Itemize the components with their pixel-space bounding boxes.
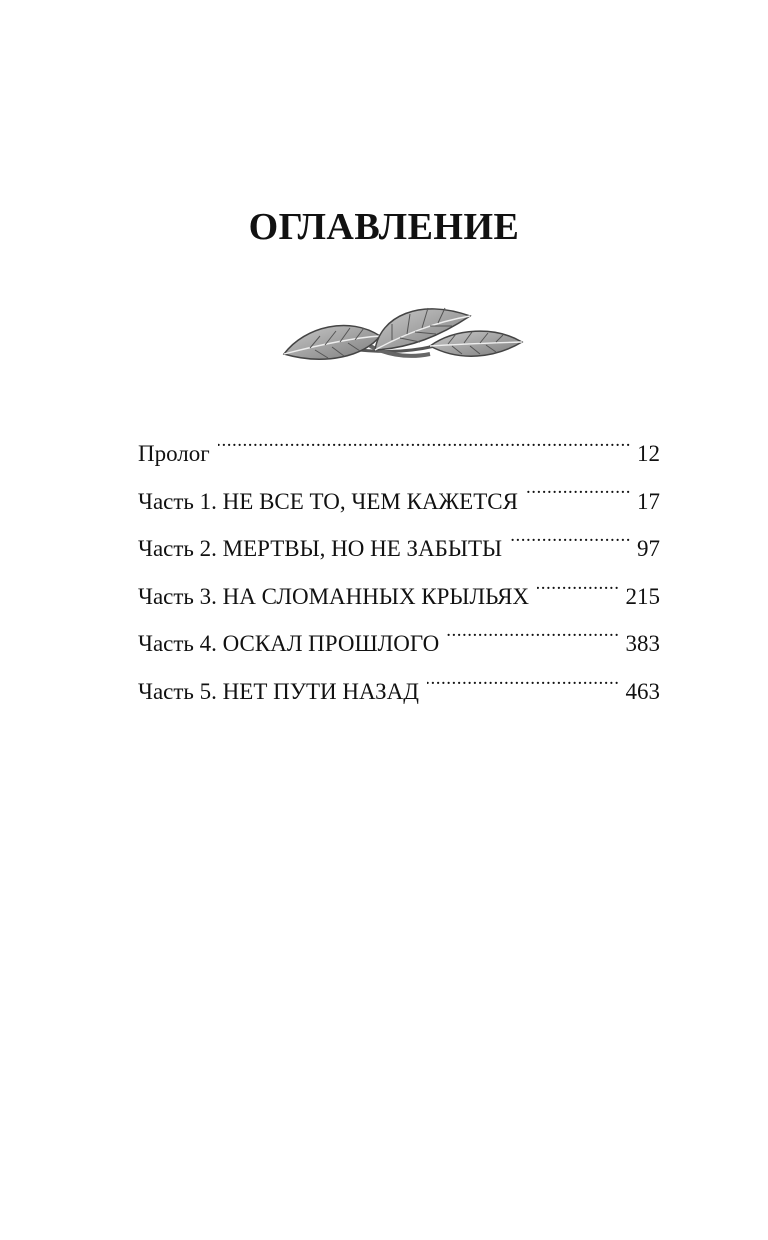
toc-entry-title: Часть 2. МЕРТВЫ, НО НЕ ЗАБЫТЫ bbox=[138, 536, 503, 562]
toc-entry-page: 215 bbox=[625, 583, 660, 609]
dot-leader bbox=[526, 486, 631, 509]
toc-entry-title: Часть 1. НЕ ВСЕ ТО, ЧЕМ КАЖЕТСЯ bbox=[138, 488, 518, 514]
toc-entry-title: Часть 5. НЕТ ПУТИ НАЗАД bbox=[138, 678, 419, 704]
toc-entry-prologue[interactable] bbox=[138, 430, 660, 478]
toc-entry-page: 97 bbox=[637, 536, 660, 562]
toc-entry-part-5[interactable] bbox=[138, 668, 660, 716]
table-of-contents bbox=[138, 430, 660, 716]
toc-entry-title: Часть 3. НА СЛОМАННЫХ КРЫЛЬЯХ bbox=[138, 583, 530, 609]
dot-leader bbox=[218, 438, 631, 461]
dot-leader bbox=[510, 533, 631, 556]
toc-entry-page: 383 bbox=[625, 631, 660, 657]
toc-entry-title: Часть 4. ОСКАЛ ПРОШЛОГО bbox=[138, 631, 440, 657]
toc-entry-part-1[interactable] bbox=[138, 478, 660, 526]
toc-entry-title: Пролог bbox=[138, 441, 210, 466]
leaves-ornament-icon bbox=[280, 296, 525, 371]
dot-leader bbox=[537, 581, 619, 604]
toc-entry-part-4[interactable] bbox=[138, 620, 660, 668]
toc-entry-page: 12 bbox=[637, 441, 660, 466]
page-title: ОГЛАВЛЕНИЕ bbox=[248, 206, 520, 248]
toc-entry-part-2[interactable] bbox=[138, 525, 660, 573]
toc-entry-part-3[interactable] bbox=[138, 573, 660, 621]
toc-entry-page: 463 bbox=[625, 678, 660, 704]
dot-leader bbox=[427, 676, 620, 699]
dot-leader bbox=[447, 628, 619, 651]
toc-entry-page: 17 bbox=[637, 488, 660, 514]
